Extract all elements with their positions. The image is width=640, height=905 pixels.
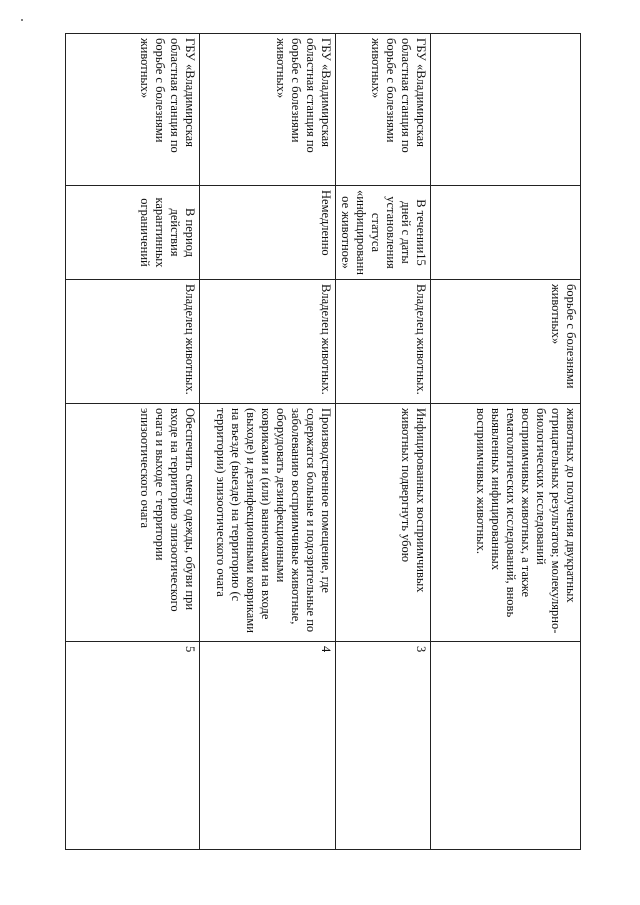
measure-cell: животных до получения двукратных отрицательных результатов; молекулярно-биологических исследований восприимчивых животных, а также гематологических исследований, вновь выявленных инфицированных восприимчивых животных. <box>431 404 581 642</box>
row-number-cell: 3 <box>336 642 431 850</box>
executor-cell <box>431 34 581 186</box>
responsible-cell: Владелец животных. <box>336 280 431 404</box>
deadline-cell: В период действия карантинных ограничений <box>66 186 200 280</box>
scan-speck <box>21 19 23 21</box>
row-number-cell: 4 <box>200 642 336 850</box>
responsible-cell: Владелец животных. <box>200 280 336 404</box>
table-row <box>336 34 431 850</box>
measure-cell: Обеспечить смену одежды, обуви при входе на территорию эпизоотического очага и выходе с территории эпизоотического очага <box>66 404 200 642</box>
deadline-cell: Немедленно <box>200 186 336 280</box>
executor-cell: ГБУ «Владимирская областная станция по борьбе с болезнями животных» <box>200 34 336 186</box>
table-row <box>200 34 336 850</box>
executor-cell: ГБУ «Владимирская областная станция по борьбе с болезнями животных» <box>66 34 200 186</box>
measure-cell: Производственное помещение, где содержатся больные и подозрительные по заболеванию восприимчивые животные, оборудовать дезинфекционными ковриками и (или) ванночками на входе (выходе) и дезинфекционными ковриками на въезде (выезде) на территорию (с территории) эпизоотического очага <box>200 404 336 642</box>
rotated-table-wrapper <box>69 33 581 849</box>
responsible-cell: борьбе с болезнями животных» <box>431 280 581 404</box>
row-number-cell <box>431 642 581 850</box>
table-row-continuation <box>431 34 581 850</box>
deadline-cell <box>431 186 581 280</box>
measure-cell: Инфицированных восприимчивых животных подвергнуть убою <box>336 404 431 642</box>
responsible-cell: Владелец животных. <box>66 280 200 404</box>
measures-table <box>65 33 581 850</box>
row-number-cell: 5 <box>66 642 200 850</box>
deadline-cell: В течении15 дней с даты установления статуса «инфицированное животное» <box>336 186 431 280</box>
executor-cell: ГБУ «Владимирская областная станция по борьбе с болезнями животных» <box>336 34 431 186</box>
table-row <box>66 34 200 850</box>
